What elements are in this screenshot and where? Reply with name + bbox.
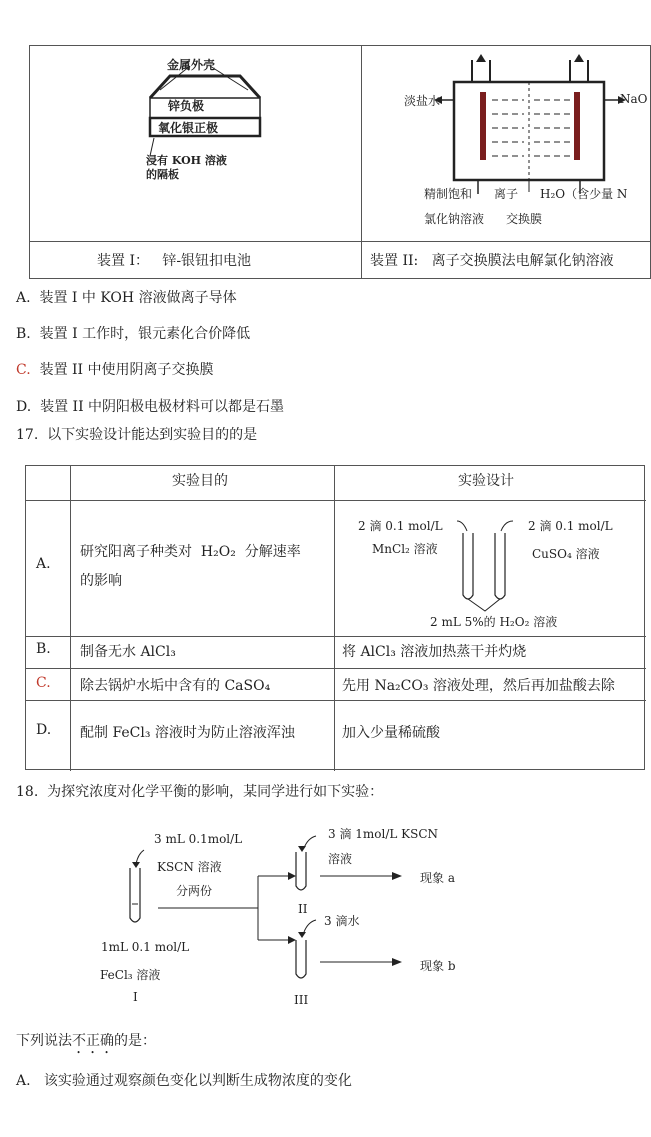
label-ion-membrane-line1: 离子 xyxy=(494,187,519,201)
option-text: 装置 I 中 KOH 溶液做离子导体 xyxy=(39,290,237,306)
label-silver-oxide-positive: 氧化银正极 xyxy=(158,121,219,135)
q17-stem: 17. 以下实验设计能达到实验目的的是 xyxy=(16,427,258,443)
left-drop-line2: MnCl₂ 溶液 xyxy=(372,542,438,556)
right-drop-line1: 2 滴 0.1 mol/L xyxy=(528,519,613,533)
header-purpose: 实验目的 xyxy=(172,473,228,489)
kscn-label-line1: 3 mL 0.1mol/L xyxy=(154,832,243,846)
fecl3-label-line2: FeCl₃ 溶液 xyxy=(100,968,161,982)
label-separator-line2: 的隔板 xyxy=(146,168,179,181)
tube-ii-add-line1: 3 滴 1mol/L KSCN xyxy=(328,827,439,841)
row-d-purpose: 配制 FeCl₃ 溶液时为防止溶液浑浊 xyxy=(80,725,295,741)
device1-caption: 装置 I： 锌-银钮扣电池 xyxy=(97,253,252,269)
kscn-label-line3: 分两份 xyxy=(176,884,213,898)
q18-stem: 18. 为探究浓度对化学平衡的影响，某同学进行如下实验： xyxy=(16,784,384,800)
q16-option-a xyxy=(16,287,237,307)
label-saturated-nacl-line1: 精制饱和 xyxy=(424,187,473,201)
label-ion-membrane-line2: 交换膜 xyxy=(506,212,543,226)
row-a-purpose-line1: 研究阳离子种类对 H₂O₂ 分解速率 xyxy=(80,544,301,560)
tube-ii-add-line2: 溶液 xyxy=(328,852,353,866)
row-c-design: 先用 Na₂CO₃ 溶液处理，然后再加盐酸去除 xyxy=(342,678,615,694)
result-b-label: 现象 b xyxy=(420,959,456,973)
label-saturated-nacl-line2: 氯化钠溶液 xyxy=(424,212,485,226)
table-vertical-divider xyxy=(361,46,362,278)
row-b-design: 将 AlCl₃ 溶液加热蒸干并灼烧 xyxy=(342,644,527,660)
label-metal-shell: 金属外壳 xyxy=(167,58,216,72)
row-a-letter: A. xyxy=(36,556,51,572)
label-dilute-brine: 淡盐水 xyxy=(404,94,441,108)
row-b-purpose: 制备无水 AlCl₃ xyxy=(80,644,176,660)
row-b-letter: B. xyxy=(36,641,51,657)
electrolysis-cell-diagram xyxy=(440,60,640,200)
option-text: 装置 I 工作时，银元素化合价降低 xyxy=(39,326,251,342)
label-naoh: NaO xyxy=(620,92,648,106)
question-emphasis: 不正确 xyxy=(72,1033,114,1049)
label-separator-line1: 浸有 KOH 溶液 xyxy=(146,154,227,167)
label-zinc-negative: 锌负极 xyxy=(168,99,205,113)
header-design: 实验设计 xyxy=(458,473,514,489)
label-water-inlet: H₂O（含少量 N xyxy=(540,187,628,201)
option-letter: D. xyxy=(16,399,32,415)
test-tubes-diagram xyxy=(455,517,525,612)
question-prefix: 下列说法 xyxy=(16,1033,72,1049)
row-d-design: 加入少量稀硫酸 xyxy=(342,725,440,741)
q18-experiment-diagram xyxy=(120,830,440,1010)
option-letter-highlighted: C. xyxy=(16,362,31,378)
option-text: 装置 II 中阴阳极电极材料可以都是石墨 xyxy=(40,399,285,415)
fecl3-label-line1: 1mL 0.1 mol/L xyxy=(101,940,190,954)
q16-option-b xyxy=(16,323,250,343)
left-drop-line1: 2 滴 0.1 mol/L xyxy=(358,519,443,533)
row-c-letter: C. xyxy=(36,675,51,691)
table-horizontal-divider xyxy=(30,241,650,242)
row-a-purpose-line2: 的影响 xyxy=(80,573,122,589)
kscn-label-line2: KSCN 溶液 xyxy=(157,860,222,874)
option-text: 装置 II 中使用阴离子交换膜 xyxy=(39,362,214,378)
result-a-label: 现象 a xyxy=(420,871,455,885)
tube-ii-label: II xyxy=(298,902,308,916)
q18-question xyxy=(16,1030,156,1057)
tube-iii-add: 3 滴水 xyxy=(324,914,360,928)
device2-caption: 装置 II: 离子交换膜法电解氯化钠溶液 xyxy=(370,253,614,269)
row-d-letter: D. xyxy=(36,722,52,738)
question-suffix: 的是： xyxy=(114,1033,156,1049)
tube-iii-label: III xyxy=(294,993,309,1007)
row-c-purpose: 除去锅炉水垢中含有的 CaSO₄ xyxy=(80,678,271,694)
option-letter: B. xyxy=(16,326,31,342)
tube-i-label: I xyxy=(133,990,138,1004)
option-letter: A. xyxy=(16,290,31,306)
q18-option-a: A. 该实验通过观察颜色变化以判断生成物浓度的变化 xyxy=(16,1073,352,1089)
q16-option-d xyxy=(16,396,284,416)
h2o2-solution-label: 2 mL 5%的 H₂O₂ 溶液 xyxy=(430,615,558,629)
q16-option-c xyxy=(16,359,214,379)
right-drop-line2: CuSO₄ 溶液 xyxy=(532,547,600,561)
